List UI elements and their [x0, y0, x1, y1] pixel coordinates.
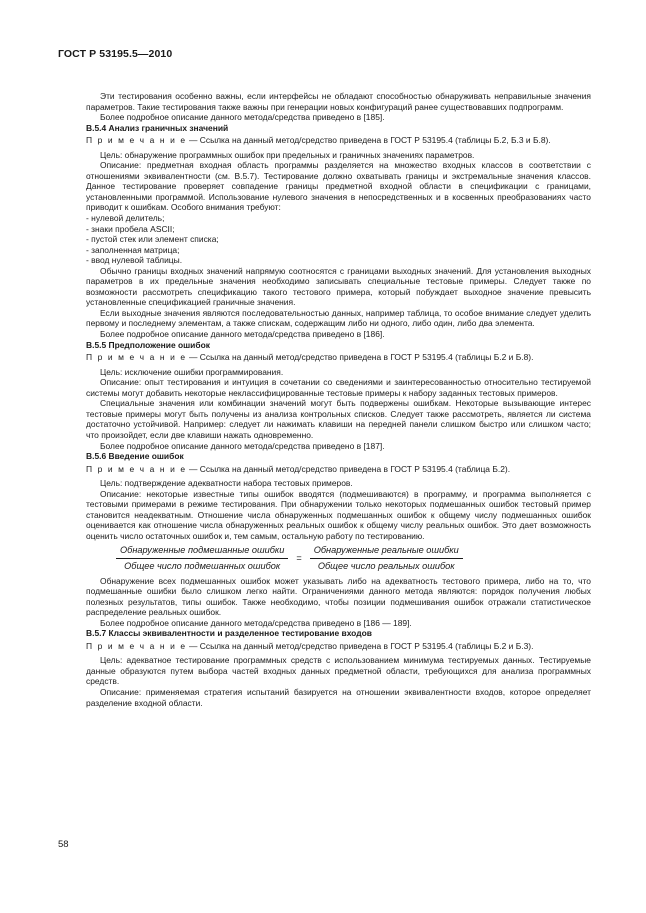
description-b56: Описание: некоторые известные типы ошибок вводятся (подмешиваются) в программу, и программа выполняется с тестовыми примерами в режиме тестирования. При обнаружении только некоторых подмешанных ошибок тестовый пример становится неадекватным. Отношение числа обнаруженных подмешанных ошибок к общему числу подмешанных ошибок оценивается как отношение числа обнаруженных реальных ошибок к общему числу реальных ошибок. Это дает возможность оценить число остаточных ошибок и, тем самым, остальную работу по тестированию.	[86, 488, 591, 541]
goal-b57: Цель: адекватное тестирование программных средств с использованием минимума тестируемых данных. Тестируемые данные образуются путем выбора частей входных данных предметной области, требующихся для анализа программных средств.	[86, 655, 591, 687]
note-b55	[86, 352, 591, 363]
paragraph: Обнаружение всех подмешанных ошибок может указывать либо на адекватность тестового примера, либо на то, что подмешанные ошибки было слишком легко найти. Ограничениями данного метода являются: порядок получения любых полезных результатов, типы ошибок. Также необходимо, чтобы позиции подмешивания ошибок отражали статистическое распределение реальных ошибок.	[86, 575, 591, 618]
right-numerator: Обнаруженные реальные ошибки	[310, 545, 463, 559]
reference-paragraph: Более подробное описание данного метода/средства приведено в [186 — 189].	[100, 617, 412, 628]
list-item: - нулевой делитель;	[86, 213, 165, 224]
note-b56	[86, 464, 591, 475]
list-item: - знаки пробела ASCII;	[86, 223, 175, 234]
page-header: ГОСТ Р 53195.5—2010	[58, 48, 173, 60]
reference-paragraph: Более подробное описание данного метода/средства приведено в [186].	[100, 329, 385, 340]
page-content	[86, 91, 591, 708]
section-heading-b57: В.5.7 Классы эквивалентности и разделенное тестирование входов	[86, 628, 372, 639]
note-text: — Ссылка на данный метод/средство приведена в ГОСТ Р 53195.4 (таблица Б.2).	[186, 463, 511, 474]
goal-b54: Цель: обнаружение программных ошибок при предельных и граничных значениях параметров.	[100, 149, 475, 160]
right-denominator: Общее число реальных ошибок	[317, 560, 455, 571]
list-item: - ввод нулевой таблицы.	[86, 255, 183, 266]
left-numerator: Обнаруженные подмешанные ошибки	[116, 545, 288, 559]
reference-paragraph: Более подробное описание данного метода/средства приведено в [185].	[100, 112, 385, 123]
note-label: П р и м е ч а н и е	[86, 352, 187, 363]
description-b55: Описание: опыт тестирования и интуиция в сочетании со сведениями и заинтересованностью относительно тестируемой системы могут добавить некоторые неклассифицированные тестовые примеры к набору заданных тестовых примеров.	[86, 377, 591, 398]
reference-paragraph: Более подробное описание данного метода/средства приведено в [187].	[100, 440, 385, 451]
section-heading-b56: В.5.6 Введение ошибок	[86, 451, 184, 462]
left-denominator: Общее число подмешанных ошибок	[124, 560, 281, 571]
paragraph: Эти тестирования особенно важны, если интерфейсы не обладают способностью обнаруживать неправильные значения параметров. Такие тестирования также важны при генерации новых конфигураций ранее существовавших подпрограмм.	[86, 91, 591, 112]
description-b54: Описание: предметная входная область программы разделяется на множество входных классов в соответствии с отношениями эквивалентности (см. В.5.7). Тестирование должно охватывать границы и экстремальные значения классов. Данное тестирование проверяет совпадение границы предметной входной области в спецификации с границами, установленными программой. Использование нулевого значения в непосредственных и в косвенных преобразованиях часто приводит к ошибкам. Особого внимания требуют:	[86, 160, 591, 213]
list-item: - пустой стек или элемент списка;	[86, 234, 219, 245]
note-label: П р и м е ч а н и е	[86, 463, 187, 474]
equals-sign: =	[296, 553, 302, 564]
section-heading-b54: В.5.4 Анализ граничных значений	[86, 122, 229, 133]
boundary-list	[86, 213, 591, 266]
list-item: - заполненная матрица;	[86, 244, 180, 255]
note-text: — Ссылка на данный метод/средство приведена в ГОСТ Р 53195.4 (таблицы Б.2 и Б.8).	[186, 352, 534, 363]
paragraph: Обычно границы входных значений напрямую соотносятся с границами выходных значений. Для установления выходных параметров в их предельные значения необходимо записывать специальные тестовые примеры. Следует также по возможности рассмотреть спецификацию такого тестового примера, который побуждает выходное значение превысить установленные спецификацией граничные значения.	[86, 265, 591, 308]
error-ratio-formula	[116, 545, 591, 571]
description-b57: Описание: применяемая стратегия испытаний базируется на отношении эквивалентности входов, которое определяет разделение входной области.	[86, 686, 591, 708]
paragraph: Специальные значения или комбинации значений могут быть подвержены ошибкам. Некоторые вызывающие интерес тестовые примеры могут быть получены из анализа контрольных списков. Следует также рассмотреть, является ли система достаточно устойчивой. Например: следует ли нажимать клавиши на передней панели слишком быстро или слишком часто; что произойдет, если две клавиши нажать одновременно.	[86, 398, 591, 440]
page-number: 58	[58, 839, 69, 850]
goal-b55: Цель: исключение ошибки программирования.	[100, 366, 284, 377]
left-fraction	[116, 545, 288, 571]
goal-b56: Цель: подтверждение адекватности набора тестовых примеров.	[100, 478, 353, 489]
note-label: П р и м е ч а н и е	[86, 640, 187, 651]
note-text: — Ссылка на данный метод/средство приведена в ГОСТ Р 53195.4 (таблицы Б.2 и Б.3).	[186, 640, 534, 651]
section-heading-b55: В.5.5 Предположение ошибок	[86, 339, 210, 350]
note-label: П р и м е ч а н и е	[86, 135, 187, 146]
note-b57	[86, 641, 591, 652]
paragraph: Если выходные значения являются последовательностью данных, например таблица, то особое внимание следует уделить первому и последнему элементам, а также спискам, содержащим либо ни одного, либо один, либо два элемента.	[86, 307, 591, 329]
note-b54	[86, 135, 591, 146]
right-fraction	[310, 545, 463, 571]
note-text: — Ссылка на данный метод/средство приведена в ГОСТ Р 53195.4 (таблицы Б.2, Б.3 и Б.8).	[186, 135, 551, 146]
